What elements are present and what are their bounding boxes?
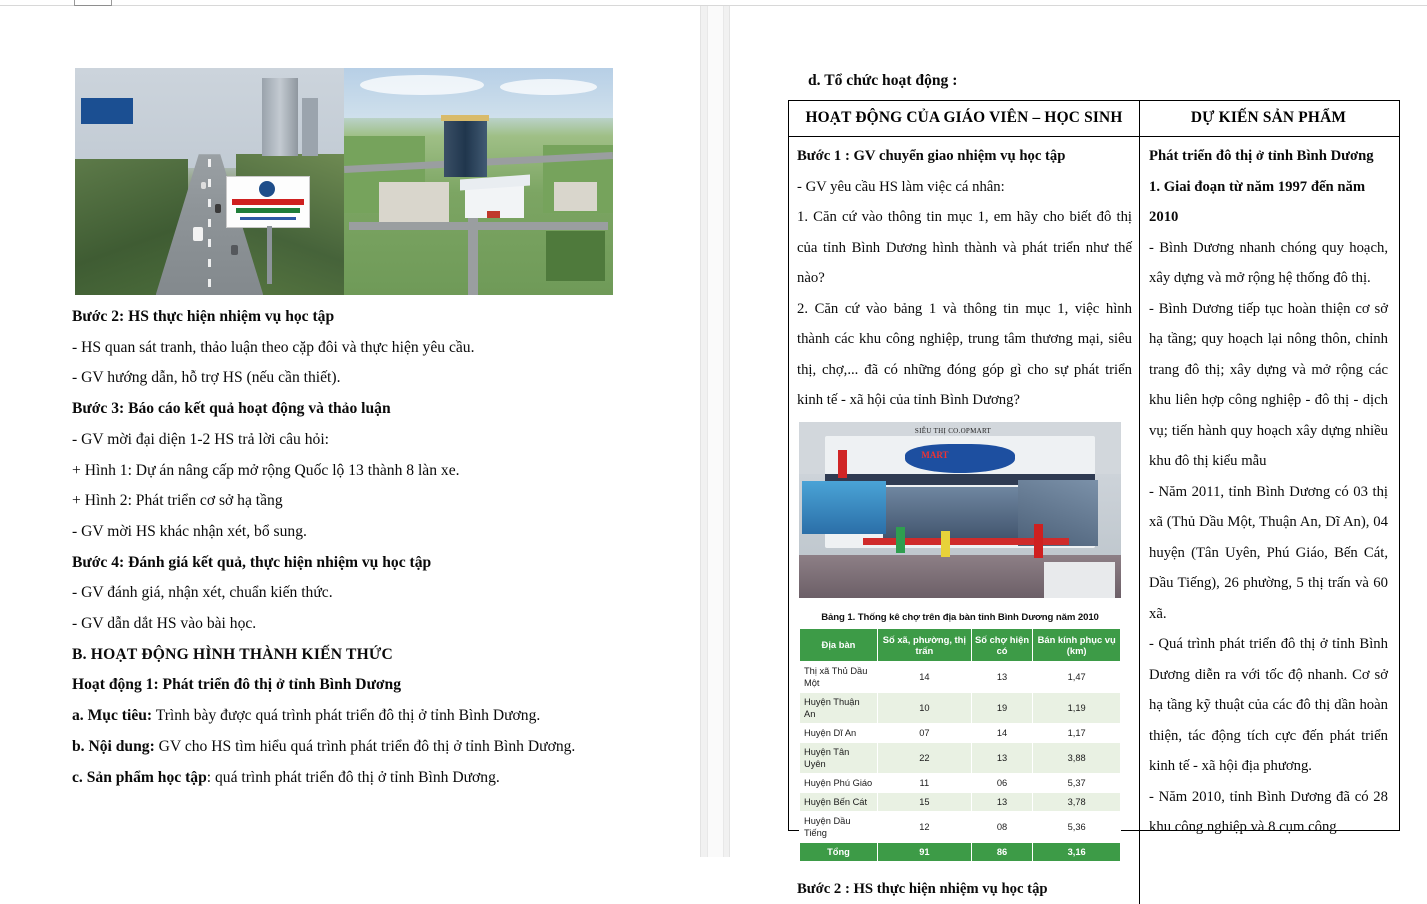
flag bbox=[896, 527, 905, 553]
cell-area: Huyện Dầu Tiếng bbox=[800, 811, 878, 842]
table-body-row bbox=[789, 137, 1399, 904]
cell-total-communes: 91 bbox=[877, 842, 971, 861]
cell-total-label: Tổng bbox=[800, 842, 878, 861]
activity-organisation-table bbox=[788, 100, 1400, 831]
cell-communes: 14 bbox=[877, 661, 971, 692]
table-row bbox=[800, 723, 1121, 742]
product-point-1: - Bình Dương nhanh chóng quy hoạch, xây dựng và mở rộng hệ thống đô thị. bbox=[1149, 233, 1388, 294]
lawn bbox=[546, 231, 605, 281]
lane-markings bbox=[208, 159, 211, 295]
figure-coopmart-supermarket bbox=[799, 422, 1121, 598]
cell-communes: 12 bbox=[877, 811, 971, 842]
building-block bbox=[554, 182, 597, 212]
paragraph-step2-line1: - HS quan sát tranh, thảo luận theo cặp đôi và thực hiện yêu cầu. bbox=[72, 333, 672, 364]
step2-heading: Bước 2 : HS thực hiện nhiệm vụ học tập bbox=[797, 874, 1132, 904]
product-title: Phát triển đô thị ở tỉnh Bình Dương bbox=[1149, 141, 1388, 172]
paragraph-step2-heading: Bước 2: HS thực hiện nhiệm vụ học tập bbox=[72, 302, 672, 333]
cell-total-markets: 86 bbox=[971, 842, 1033, 861]
cell-radius: 1,47 bbox=[1033, 661, 1121, 692]
stat-col-communes: Số xã, phường, thị trấn bbox=[877, 628, 971, 661]
plaza-paving bbox=[379, 182, 449, 223]
product-point-2: - Bình Dương tiếp tục hoàn thiện cơ sở hạ tầng; quy hoạch lại nông thôn, chỉnh trang đô thị; xây dựng và mở rộng các khu liên hợp công nghiệp - đô thị - dịch vụ; tiến hành quy hoạch xây dựng nhiều khu đô thị kiểu mẫu bbox=[1149, 294, 1388, 477]
objective-label: a. Mục tiêu: bbox=[72, 707, 152, 724]
administrative-tower bbox=[444, 118, 487, 177]
left-document-page bbox=[0, 6, 700, 857]
cell-total-radius: 3,16 bbox=[1033, 842, 1121, 861]
table-row bbox=[800, 773, 1121, 792]
table-total-row bbox=[800, 842, 1121, 861]
cell-markets: 08 bbox=[971, 811, 1033, 842]
table-row bbox=[800, 811, 1121, 842]
table-header-expected-product: DỰ KIẾN SẢN PHẨM bbox=[1140, 101, 1397, 136]
product-phase1-title: 1. Giai đoạn từ năm 1997 đến năm 2010 bbox=[1149, 172, 1388, 233]
page-gutter bbox=[700, 6, 730, 857]
page-gutter-inner bbox=[707, 6, 724, 857]
vehicle bbox=[193, 227, 203, 241]
vehicle bbox=[201, 182, 206, 189]
cell-expected-product bbox=[1140, 137, 1397, 904]
welcome-sign bbox=[226, 176, 310, 228]
cloud bbox=[360, 75, 484, 95]
supermarket-sign-text: SIÊU THỊ CO.OPMART bbox=[915, 427, 991, 435]
cell-radius: 1,19 bbox=[1033, 692, 1121, 723]
figure-highway-ql13 bbox=[75, 68, 344, 295]
paragraph-step2-line2: - GV hướng dẫn, hỗ trợ HS (nếu cần thiết). bbox=[72, 363, 672, 394]
product-point-3: - Năm 2011, tỉnh Bình Dương có 03 thị xã (Thủ Dầu Một, Thuận An, Dĩ An), 04 huyện (Tân Uyên, Phú Giáo, Bến Cát, Dầu Tiếng), 26 phường, 5 thị trấn và 60 xã. bbox=[1149, 477, 1388, 630]
cell-area: Huyện Phú Giáo bbox=[800, 773, 878, 792]
cell-area: Thị xã Thủ Dầu Một bbox=[800, 661, 878, 692]
cell-markets: 13 bbox=[971, 742, 1033, 773]
vertical-banner bbox=[838, 450, 848, 478]
stat-col-markets: Số chợ hiện có bbox=[971, 628, 1033, 661]
cell-markets: 06 bbox=[971, 773, 1033, 792]
cell-teacher-student-activities bbox=[789, 137, 1140, 904]
cell-communes: 11 bbox=[877, 773, 971, 792]
content-label: b. Nội dung: bbox=[72, 738, 155, 755]
figure-pair bbox=[75, 68, 613, 295]
table-row bbox=[800, 742, 1121, 773]
stat-header-row bbox=[800, 628, 1121, 661]
table-header-teacher-student: HOẠT ĐỘNG CỦA GIÁO VIÊN – HỌC SINH bbox=[789, 101, 1140, 136]
market-statistics-table bbox=[799, 628, 1121, 862]
question-1: 1. Căn cứ vào thông tin mục 1, em hãy cho biết đô thị của tỉnh Bình Dương hình thành và phát triển như thế nào? bbox=[797, 202, 1132, 294]
glass-curtain-wall-right bbox=[1018, 480, 1099, 547]
cell-markets: 14 bbox=[971, 723, 1033, 742]
entrance-wall bbox=[1044, 562, 1115, 597]
paragraph-figure2-note: + Hình 2: Phát triển cơ sở hạ tầng bbox=[72, 486, 672, 517]
cell-area: Huyện Thuận An bbox=[800, 692, 878, 723]
paragraph-product bbox=[72, 763, 672, 794]
product-text: : quá trình phát triển đô thị ở tỉnh Bình Dương. bbox=[207, 769, 500, 786]
sign-post bbox=[267, 226, 272, 284]
cell-communes: 22 bbox=[877, 742, 971, 773]
content-text: GV cho HS tìm hiểu quá trình phát triển đô thị ở tỉnh Bình Dương. bbox=[155, 738, 576, 755]
cell-radius: 3,88 bbox=[1033, 742, 1121, 773]
flag bbox=[1034, 524, 1043, 558]
table-row bbox=[800, 661, 1121, 692]
activity1-heading: Hoạt động 1: Phát triển đô thị ở tỉnh Bình Dương bbox=[72, 670, 672, 701]
cell-area: Huyện Dĩ An bbox=[800, 723, 878, 742]
paragraph-figure1-note: + Hình 1: Dự án nâng cấp mở rộng Quốc lộ 13 thành 8 làn xe. bbox=[72, 456, 672, 487]
paragraph-step4-heading: Bước 4: Đánh giá kết quả, thực hiện nhiệm vụ học tập bbox=[72, 548, 672, 579]
paragraph-step3-heading: Bước 3: Báo cáo kết quả hoạt động và thảo luận bbox=[72, 394, 672, 425]
cell-markets: 13 bbox=[971, 661, 1033, 692]
paragraph-step4-line1: - GV đánh giá, nhận xét, chuẩn kiến thức. bbox=[72, 578, 672, 609]
section-b-heading: B. HOẠT ĐỘNG HÌNH THÀNH KIẾN THỨC bbox=[72, 640, 672, 671]
cell-communes: 07 bbox=[877, 723, 971, 742]
cell-markets: 19 bbox=[971, 692, 1033, 723]
city-emblem-icon bbox=[259, 181, 275, 197]
cell-radius: 5,36 bbox=[1033, 811, 1121, 842]
cell-radius: 1,17 bbox=[1033, 723, 1121, 742]
step1-heading: Bước 1 : GV chuyển giao nhiệm vụ học tập bbox=[797, 141, 1132, 172]
vehicle bbox=[215, 204, 221, 213]
apartment-tower bbox=[262, 78, 298, 156]
product-point-4: - Quá trình phát triển đô thị ở tỉnh Bình Dương diễn ra với tốc độ nhanh. Cơ sở hạ tầng kỹ thuật của các đô thị dần hoàn thiện, tác động tích cực đến phát triển kinh tế - xã hội địa phương. bbox=[1149, 629, 1388, 782]
paragraph-objective bbox=[72, 701, 672, 732]
statistics-table-block bbox=[799, 612, 1121, 862]
cell-radius: 3,78 bbox=[1033, 792, 1121, 811]
step1-instruction: - GV yêu cầu HS làm việc cá nhân: bbox=[797, 172, 1132, 203]
cell-radius: 5,37 bbox=[1033, 773, 1121, 792]
paragraph-step4-line2: - GV dẫn dắt HS vào bài học. bbox=[72, 609, 672, 640]
flag bbox=[941, 531, 950, 557]
paragraph-step3-line1: - GV mời đại diện 1-2 HS trả lời câu hỏi: bbox=[72, 425, 672, 456]
product-label: c. Sản phẩm học tập bbox=[72, 769, 207, 786]
cell-communes: 15 bbox=[877, 792, 971, 811]
table-header-row bbox=[789, 101, 1399, 137]
stat-col-area: Địa bàn bbox=[800, 628, 878, 661]
cell-markets: 13 bbox=[971, 792, 1033, 811]
sign-line-secondary bbox=[236, 208, 300, 213]
advertising-panel bbox=[802, 481, 886, 534]
left-body-text bbox=[72, 302, 672, 793]
coopmart-logo-label: MART bbox=[921, 450, 948, 460]
figure-aerial-city-centre bbox=[344, 68, 613, 295]
objective-text: Trình bày được quá trình phát triển đô thị ở tỉnh Bình Dương. bbox=[152, 707, 540, 724]
apartment-tower-secondary bbox=[302, 98, 318, 156]
cell-area: Huyện Bến Cát bbox=[800, 792, 878, 811]
side-billboard bbox=[81, 98, 133, 124]
section-d-heading: d. Tổ chức hoạt động : bbox=[808, 72, 957, 90]
product-point-5: - Năm 2010, tỉnh Bình Dương đã có 28 khu công nghiệp và 8 cụm công bbox=[1149, 782, 1388, 843]
question-2: 2. Căn cứ vào bảng 1 và thông tin mục 1, việc hình thành các khu công nghiệp, trung tâm thương mại, siêu thị, chợ,... đã có những đóng góp gì cho sự phát triển kinh tế - xã hội của tỉnh Bình Dương? bbox=[797, 294, 1132, 416]
sign-line-primary bbox=[232, 199, 304, 205]
vehicle bbox=[231, 245, 238, 255]
tower-roof-cap bbox=[441, 115, 489, 122]
cell-communes: 10 bbox=[877, 692, 971, 723]
stat-col-radius: Bán kính phục vụ (km) bbox=[1033, 628, 1121, 661]
sign-line-english bbox=[240, 217, 296, 220]
table-row bbox=[800, 692, 1121, 723]
red-sculpture bbox=[487, 211, 500, 218]
right-document-page bbox=[730, 6, 1427, 857]
table-row bbox=[800, 792, 1121, 811]
paragraph-step3-line4: - GV mời HS khác nhận xét, bổ sung. bbox=[72, 517, 672, 548]
cell-area: Huyện Tân Uyên bbox=[800, 742, 878, 773]
ring-road bbox=[349, 222, 607, 229]
table-caption: Bảng 1. Thống kê chợ trên địa bàn tỉnh Bình Dương năm 2010 bbox=[799, 612, 1121, 623]
paragraph-content bbox=[72, 732, 672, 763]
